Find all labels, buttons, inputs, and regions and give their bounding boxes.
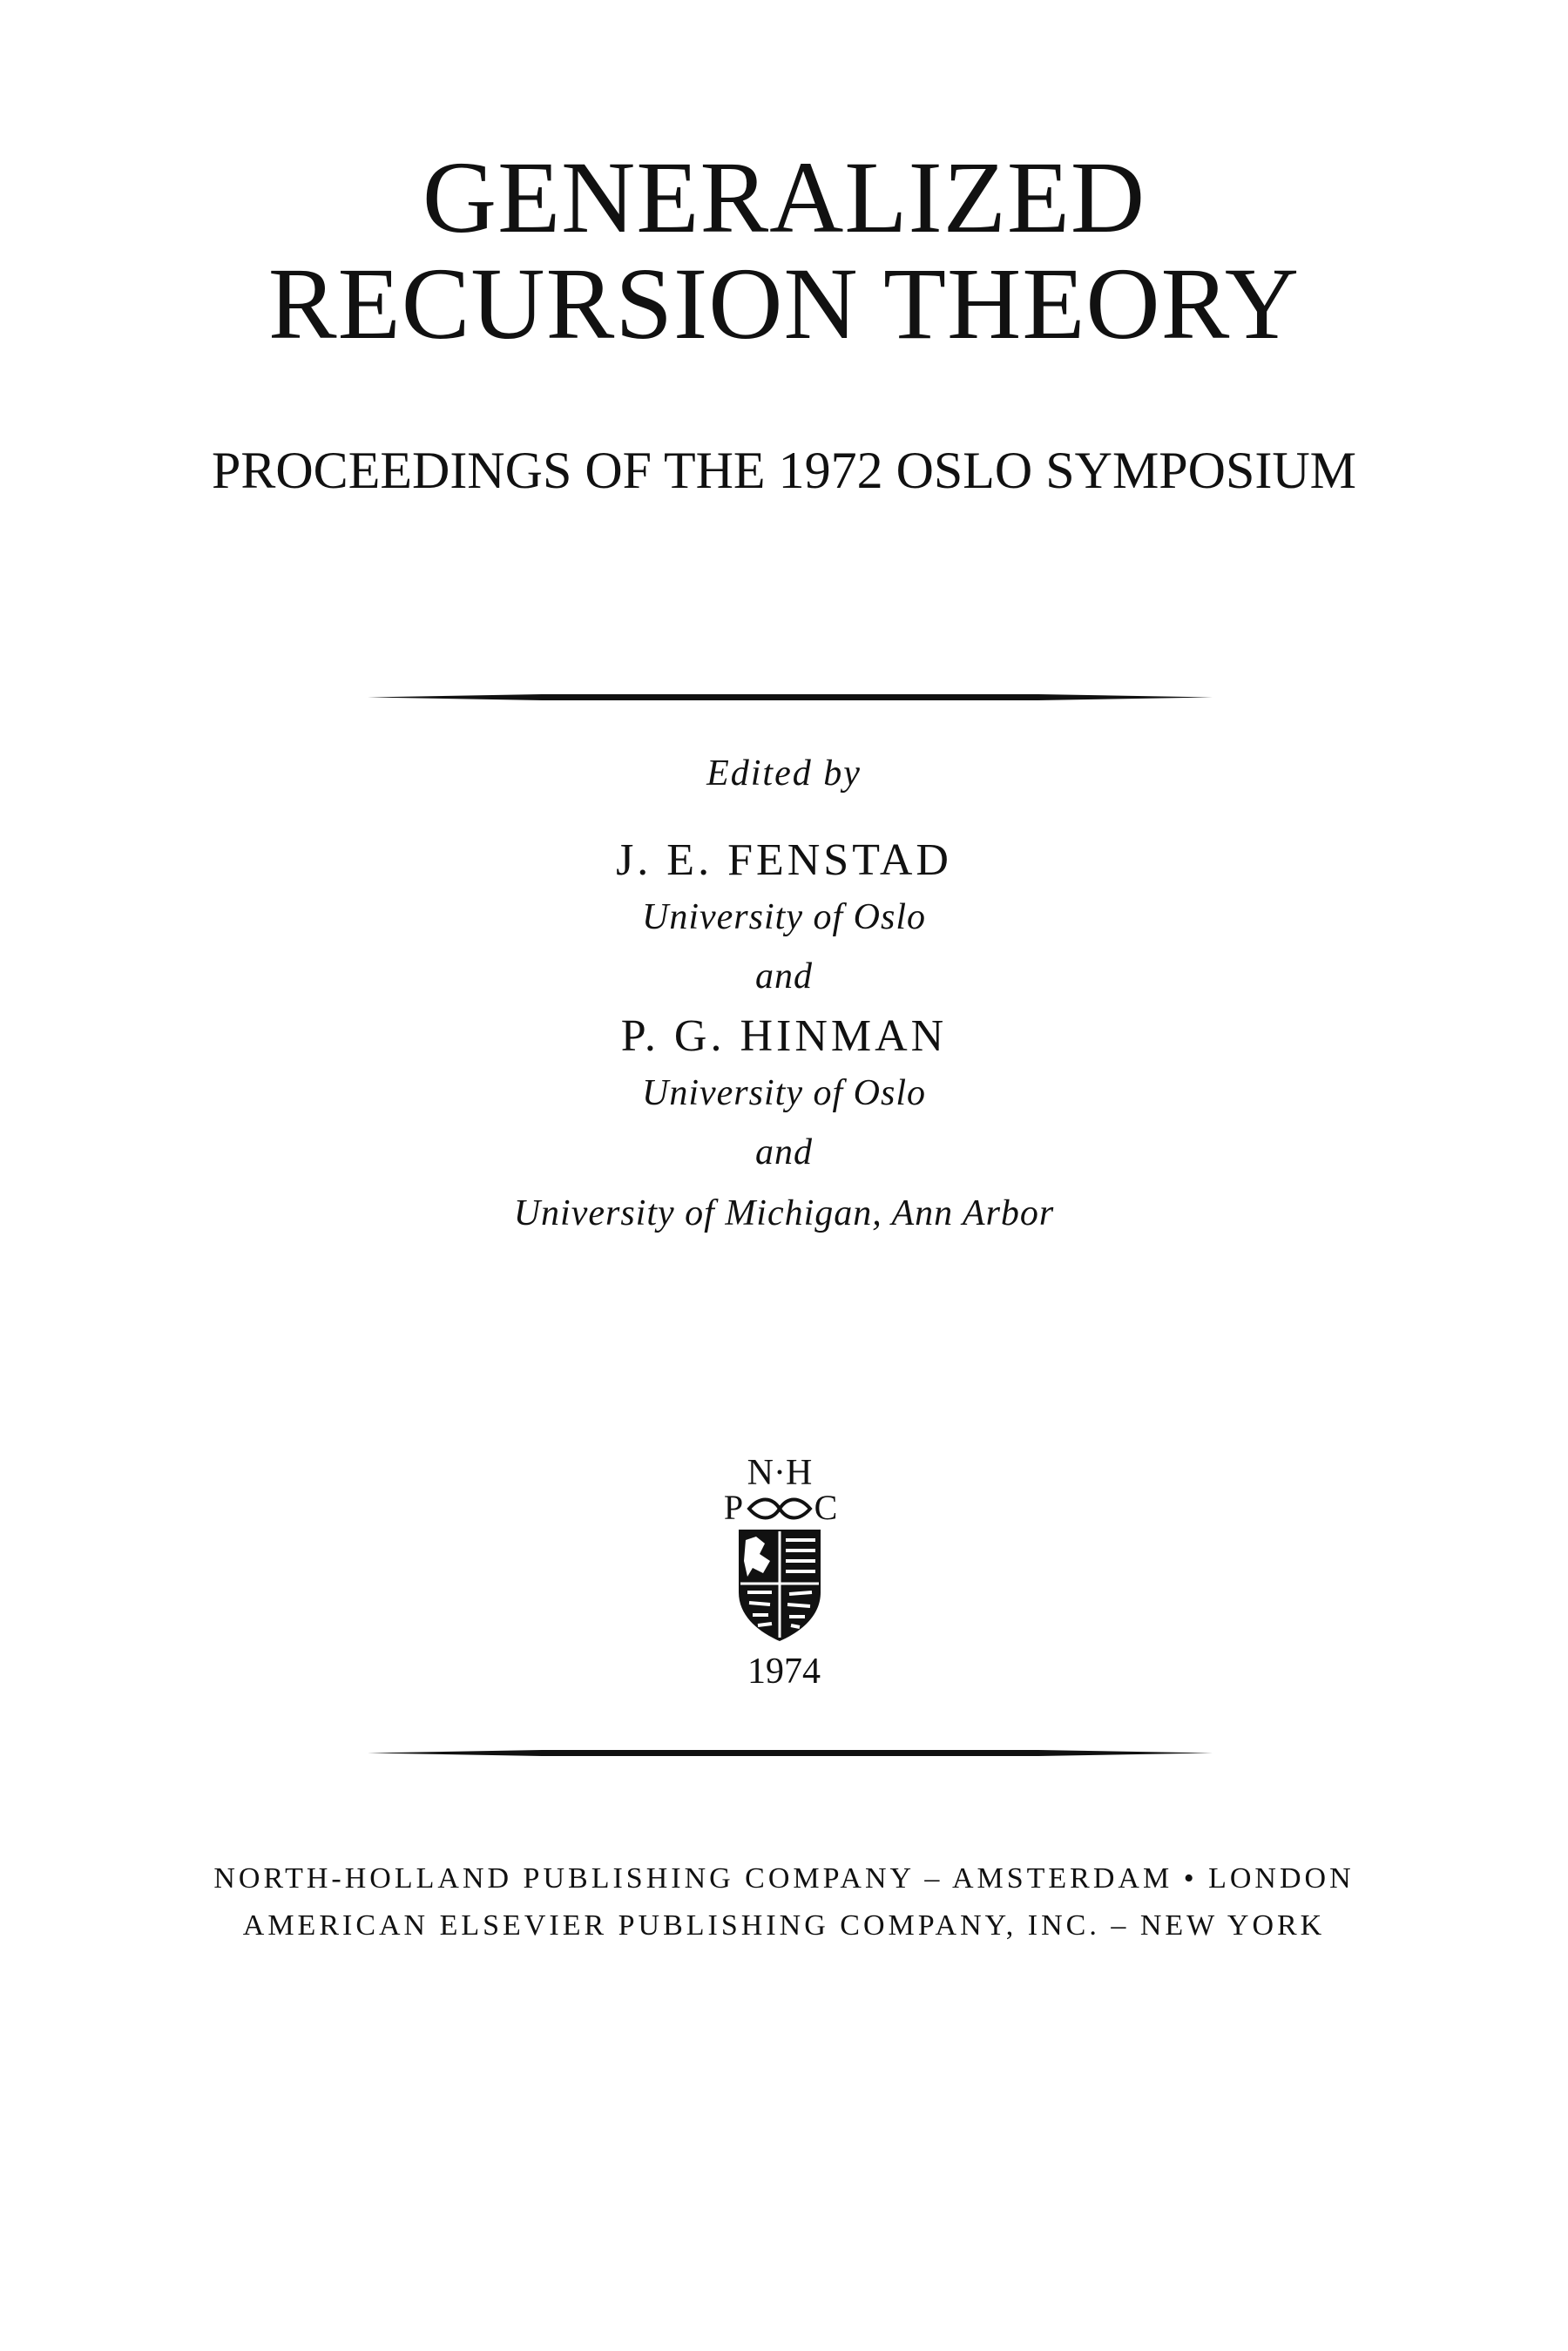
top-divider-rule	[368, 693, 1213, 701]
editor-affiliation-hinman: University of Oslo	[642, 1073, 926, 1113]
edited-by-label: Edited by	[706, 753, 862, 794]
editor-affiliation-fenstad: University of Oslo	[642, 897, 926, 937]
publisher-line-1: NORTH-HOLLAND PUBLISHING COMPANY – AMSTERDAM • LONDON	[213, 1862, 1355, 1895]
editor-name-fenstad: J. E. FENSTAD	[616, 835, 952, 885]
svg-text:N·H: N·H	[747, 1453, 813, 1493]
subtitle: PROCEEDINGS OF THE 1972 OSLO SYMPOSIUM	[211, 442, 1357, 499]
north-holland-publishing-emblem-icon	[714, 1446, 845, 1646]
editor-second-affiliation-hinman: University of Michigan, Ann Arbor	[513, 1193, 1055, 1233]
title-line-1: GENERALIZED	[422, 140, 1146, 254]
svg-text:P: P	[723, 1488, 744, 1527]
publication-year: 1974	[747, 1652, 821, 1692]
title-line-2: RECURSION THEORY	[267, 247, 1301, 361]
bottom-divider-rule	[368, 1749, 1213, 1757]
and-conjunction-1: and	[755, 956, 813, 996]
editor-name-hinman: P. G. HINMAN	[620, 1011, 948, 1061]
and-conjunction-2: and	[755, 1132, 813, 1172]
svg-text:C: C	[814, 1488, 838, 1527]
publisher-line-2: AMERICAN ELSEVIER PUBLISHING COMPANY, INC. – NEW YORK	[242, 1909, 1326, 1942]
